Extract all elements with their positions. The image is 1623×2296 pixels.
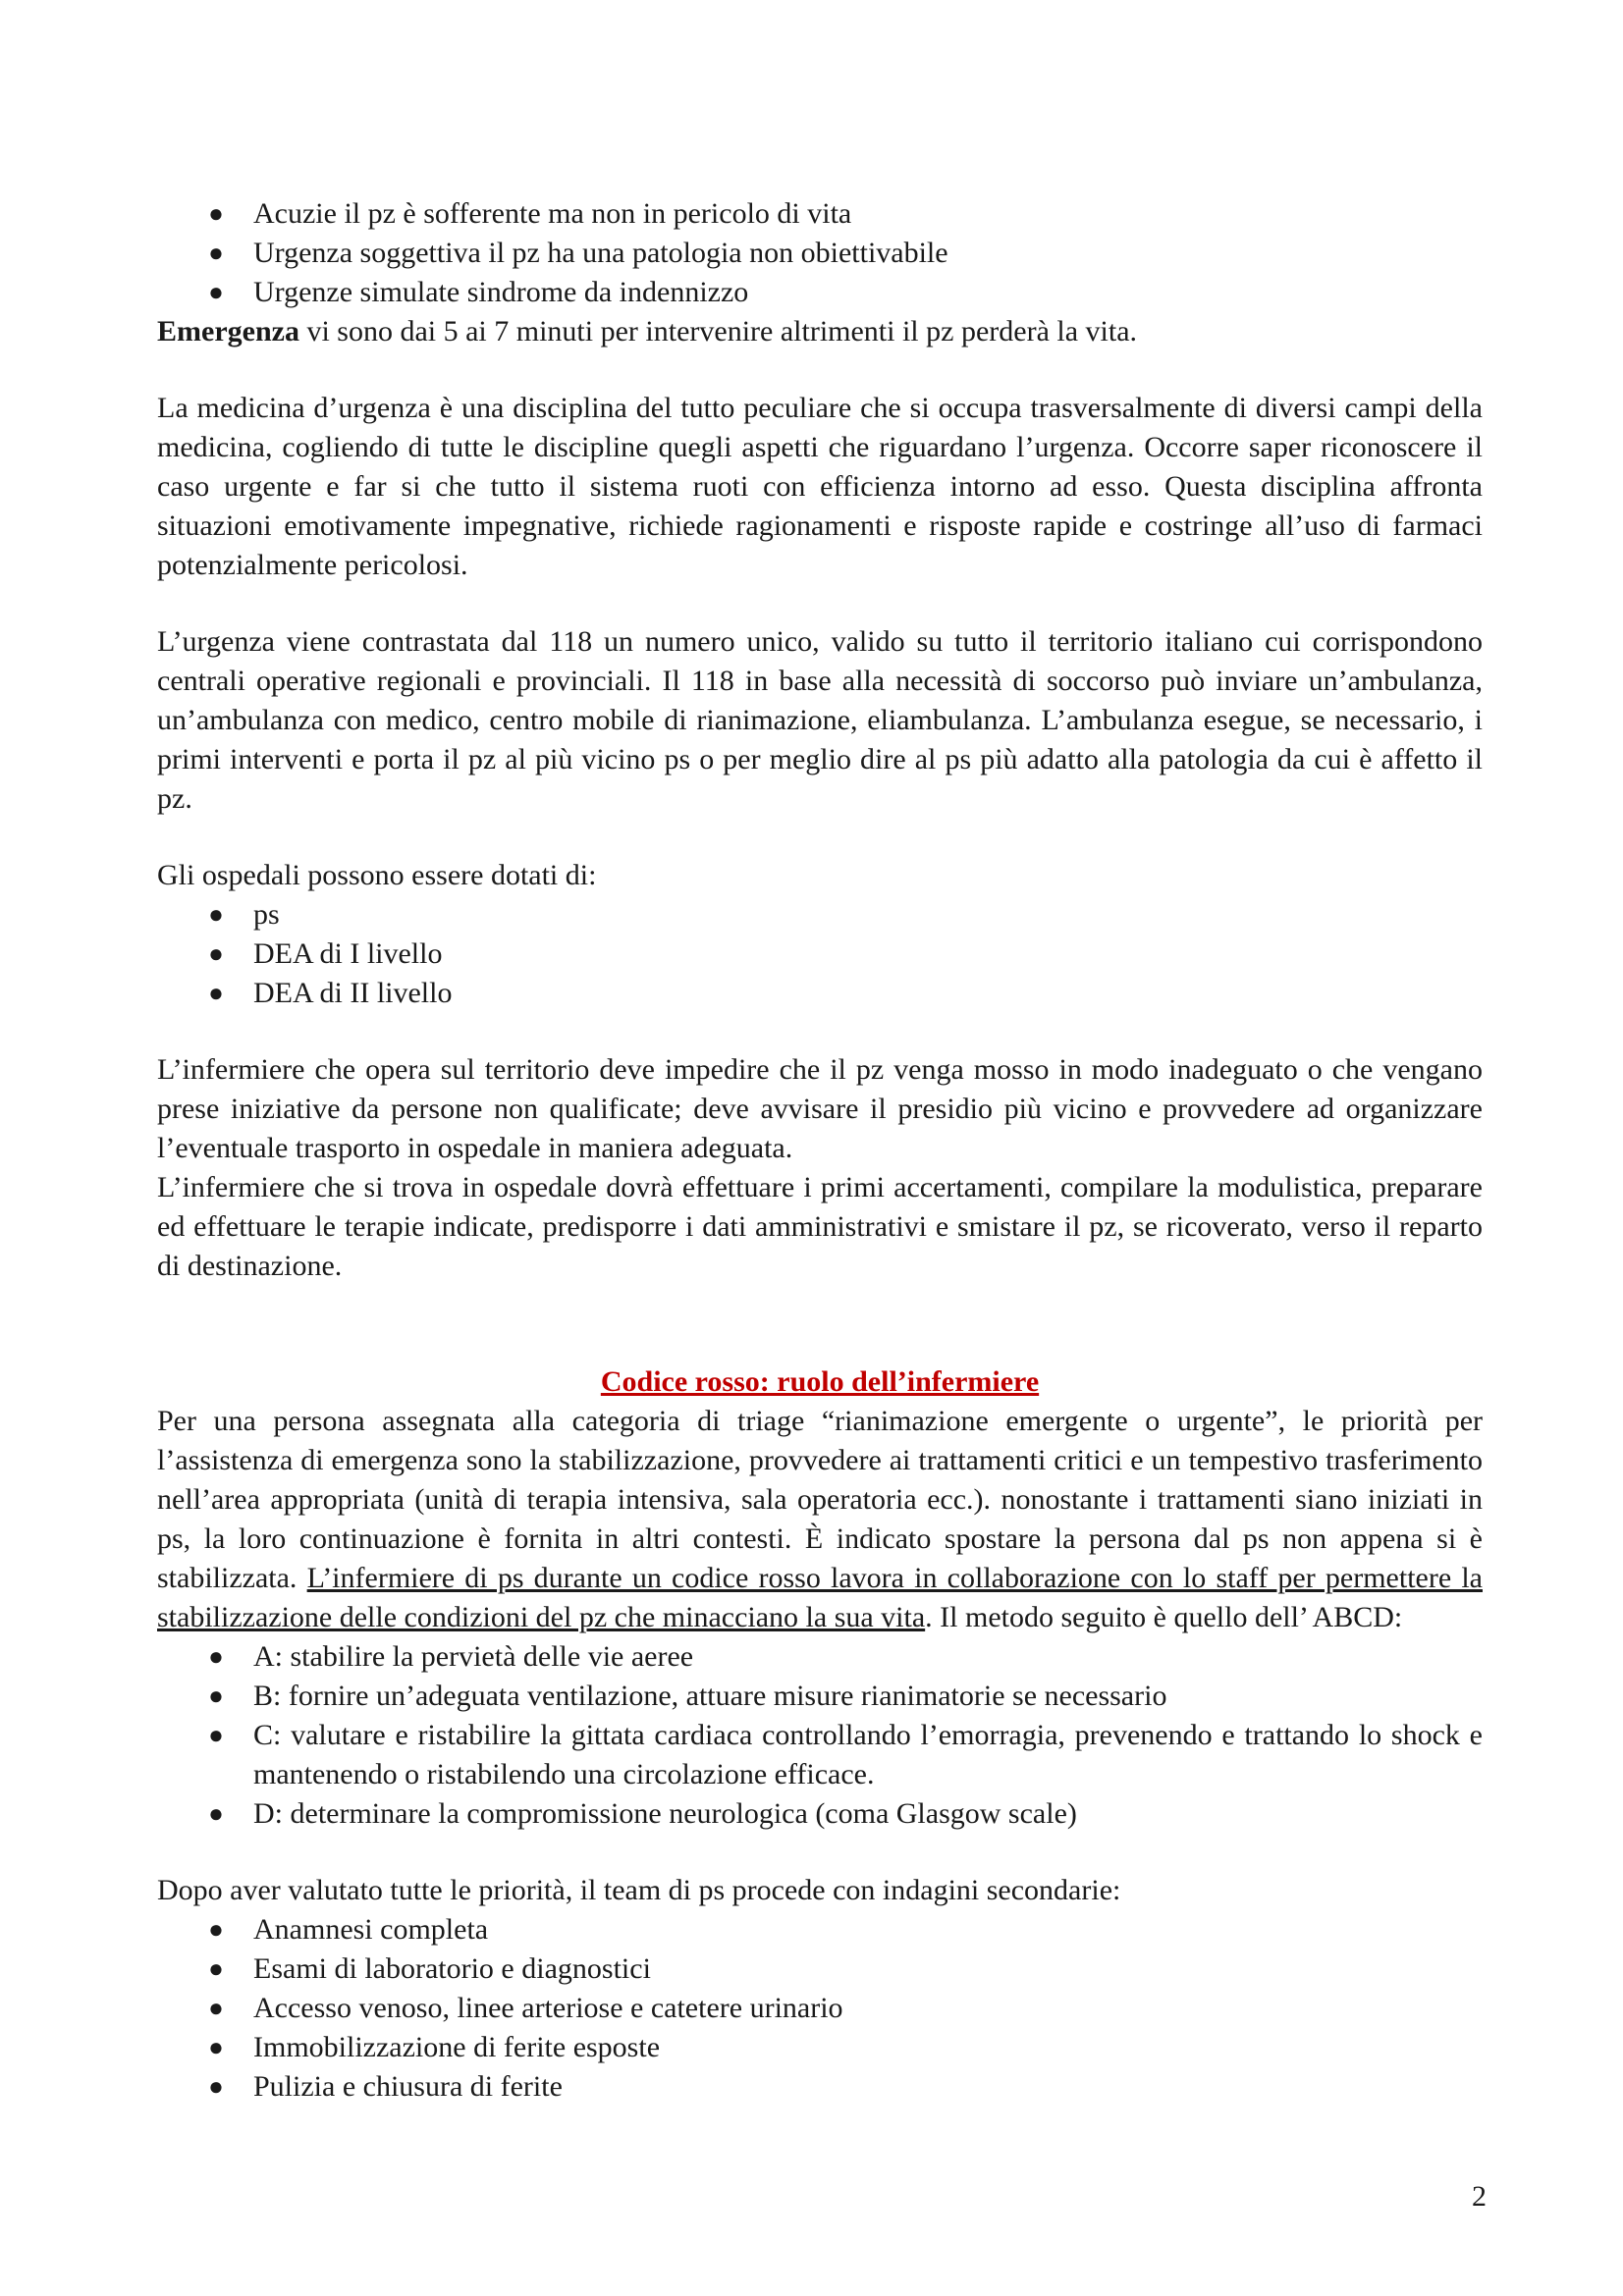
ospedali-bullet-list: [157, 895, 1483, 1013]
document-page: [157, 194, 1483, 2107]
section-heading-codice-rosso: Codice rosso: ruolo dell’infermiere: [600, 1365, 1040, 1398]
list-item: ● Accesso venoso, linee arteriose e catetere urinario: [157, 1989, 1483, 2028]
paragraph-118: L’urgenza viene contrastata dal 118 un numero unico, valido su tutto il territorio italiano cui corrispondono centrali operative regionali e provinciali. Il 118 in base alla necessità di soccorso può inviare un’ambulanza, un’ambulanza con medico, centro mobile di rianimazione, eliambulanza. L’ambulanza esegue, se necessario, i primi interventi e porta il pz al più vicino ps o per meglio dire al ps più adatto alla patologia da cui è affetto il pz.: [157, 625, 1483, 815]
paragraph-infermiere-territorio: L’infermiere che opera sul territorio deve impedire che il pz venga mosso in modo inadeguato o che vengano prese iniziative da persone non qualificate; deve avvisare il presidio più vicino e provvedere ad organizzare l’eventuale trasporto in ospedale in maniera adeguata.: [157, 1053, 1483, 1164]
list-item: ● Immobilizzazione di ferite esposte: [157, 2028, 1483, 2067]
bullet-icon: ●: [208, 278, 224, 306]
list-item: ● B: fornire un’adeguata ventilazione, attuare misure rianimatorie se necessario: [157, 1677, 1483, 1716]
list-item: ● C: valutare e ristabilire la gittata cardiaca controllando l’emorragia, prevenendo e trattando lo shock e mantenendo o ristabilendo una circolazione efficace.: [157, 1716, 1483, 1794]
bullet-icon: ●: [208, 239, 224, 267]
abcd-bullet-list: [157, 1637, 1483, 1834]
intro-bullet-list: [157, 194, 1483, 312]
list-item: ● Pulizia e chiusura di ferite: [157, 2067, 1483, 2107]
list-item: ● Acuzie il pz è sofferente ma non in pericolo di vita: [157, 194, 1483, 234]
list-item: ● ps: [157, 895, 1483, 934]
bullet-icon: ●: [208, 199, 224, 228]
bullet-icon: ●: [208, 979, 224, 1007]
ospedali-intro: Gli ospedali possono essere dotati di:: [157, 859, 597, 891]
emergenza-term: Emergenza: [157, 315, 299, 347]
list-item: ● Esami di laboratorio e diagnostici: [157, 1949, 1483, 1989]
list-item: ● DEA di II livello: [157, 974, 1483, 1013]
indagini-bullet-list: [157, 1910, 1483, 2107]
emergenza-definition: [157, 312, 1483, 351]
list-item: ● Urgenza soggettiva il pz ha una patologia non obiettivabile: [157, 234, 1483, 273]
bullet-icon: ●: [208, 939, 224, 968]
list-item: ● Urgenze simulate sindrome da indennizzo: [157, 273, 1483, 312]
bullet-icon: ●: [208, 1642, 224, 1671]
bullet-icon: ●: [208, 1954, 224, 1983]
page-number: 2: [1472, 2180, 1487, 2213]
emergenza-text: vi sono dai 5 ai 7 minuti per intervenire altrimenti il pz perderà la vita.: [298, 315, 1138, 347]
indagini-intro: Dopo aver valutato tutte le priorità, il team di ps procede con indagini secondarie:: [157, 1874, 1121, 1906]
bullet-icon: ●: [208, 1721, 224, 1749]
underlined-statement: L’infermiere di ps durante un codice rosso lavora in collaborazione con lo staff per permettere la stabilizzazione delle condizioni del pz che minacciano la sua vita: [157, 1562, 1483, 1633]
list-item: ● D: determinare la compromissione neurologica (coma Glasgow scale): [157, 1794, 1483, 1834]
bullet-icon: ●: [208, 1915, 224, 1944]
list-item: ● A: stabilire la pervietà delle vie aeree: [157, 1637, 1483, 1677]
list-item: ● DEA di I livello: [157, 934, 1483, 974]
bullet-icon: ●: [208, 2033, 224, 2061]
bullet-icon: ●: [208, 1994, 224, 2022]
bullet-icon: ●: [208, 900, 224, 929]
paragraph-infermiere-ospedale: L’infermiere che si trova in ospedale dovrà effettuare i primi accertamenti, compilare la modulistica, preparare ed effettuare le terapie indicate, predisporre i dati amministrativi e smistare il pz, se ricoverato, verso il reparto di destinazione.: [157, 1171, 1483, 1282]
bullet-icon: ●: [208, 1799, 224, 1828]
bullet-icon: ●: [208, 1682, 224, 1710]
bullet-icon: ●: [208, 2072, 224, 2101]
paragraph-medicina-urgenza: La medicina d’urgenza è una disciplina del tutto peculiare che si occupa trasversalmente di diversi campi della medicina, cogliendo di tutte le discipline quegli aspetti che riguardano l’urgenza. Occorre saper riconoscere il caso urgente e far si che tutto il sistema ruoti con efficienza intorno ad esso. Questa disciplina affronta situazioni emotivamente impegnative, richiede ragionamenti e risposte rapide e costringe all’uso di farmaci potenzialmente pericolosi.: [157, 392, 1483, 581]
list-item: ● Anamnesi completa: [157, 1910, 1483, 1949]
paragraph-codice-rosso: Per una persona assegnata alla categoria di triage “rianimazione emergente o urgente”, le priorità per l’assistenza di emergenza sono la stabilizzazione, provvedere ai trattamenti critici e un tempestivo trasferimento nell’area appropriata (unità di terapia intensiva, sala operatoria ecc.). nonostante i trattamenti siano iniziati in ps, la loro continuazione è fornita in altri contesti. È indicato spostare la persona dal ps non appena si è stabilizzata. L’infermiere di ps durante un codice rosso lavora in collaborazione con lo staff per permettere la stabilizzazione delle condizioni del pz che minacciano la sua vita. Il metodo seguito è quello dell’ ABCD:: [157, 1405, 1483, 1633]
